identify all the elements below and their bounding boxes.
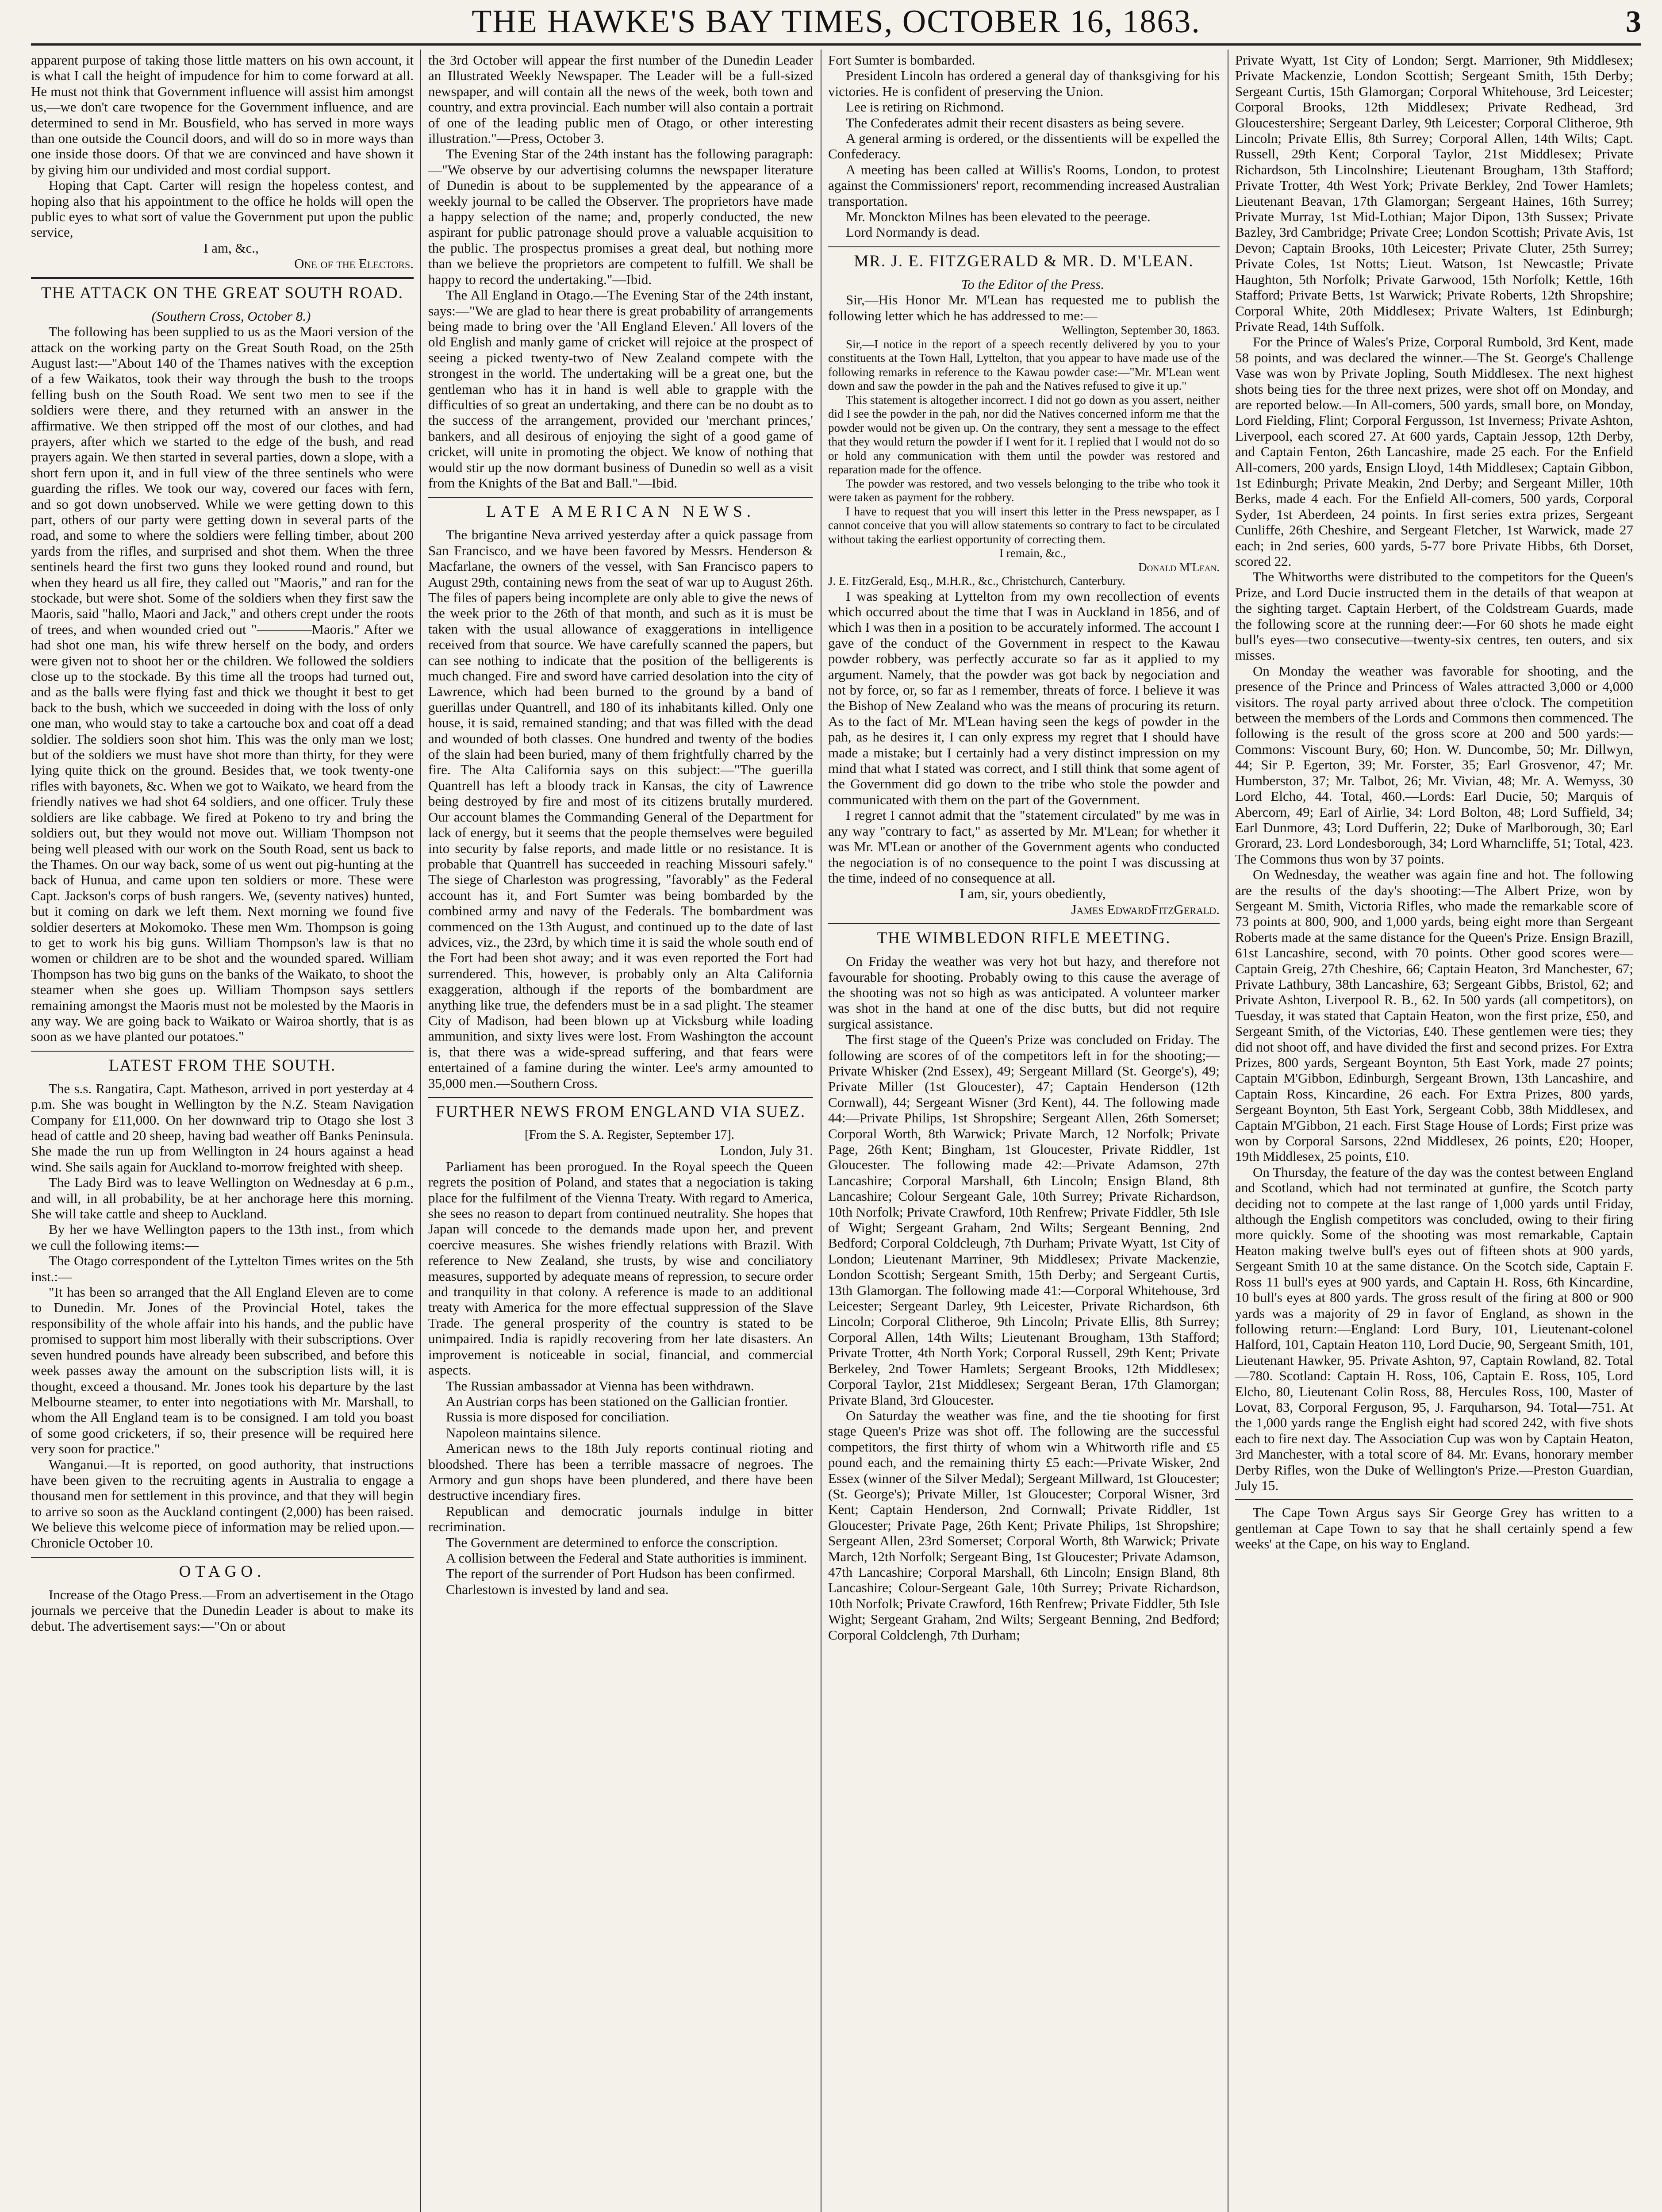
- column-4: [1235, 52, 1633, 2212]
- section-rule: [31, 1557, 414, 1558]
- article-paragraph: The first stage of the Queen's Prize was concluded on Friday. The following are scores of of the competitors left in for the shooting;—Private Whisker (2nd Essex), 49; Sergeant Millard (St. George's), 49; Private Miller (1st Gloucester), 47; Captain Henderson (12th Cornwall), 44; Sergeant Wisner (3rd Kent), 44. The following made 44:—Private Philips, 1st Shropshire; Sergeant Allen, 26th Somerset; Corporal Worth, 8th Warwick; Private March, 12 Norfolk; Private Page, 26th Kent; Bingham, 1st Gloucester, Private Riddler, 1st Gloucester. The following made 42:—Private Adamson, 27th Lancashire; Corporal Marshall, 6th Lincoln; Ensign Bland, 8th Lancashire; Colour Sergeant Gale, 10th Surrey; Private Richardson, 10th Norfolk; Private Crawford, 10th Renfrew; Private Fiddler, 5th Isle of Wight; Sergeant Graham, 2nd Wilts; Sergeant Benning, 2nd Bedford; Corporal Coldcleugh, 7th Durham; Private Wyatt, 1st City of London; Lieutenant Marriner, 9th Middlesex; Private Mackenzie, London Scottish; Sergeant Smith, 15th Derby; and Sergeant Curtis, 13th Glamorgan. The following made 41:—Corporal Whitehouse, 3rd Leicester; Sergeant Darley, 9th Leicester, Private Richardson, 6th Lincoln; Corporal Clitheroe, 9th Lincoln; Private Ellis, 8th Surrey; Corporal Allen, 14th Wilts; Lieutenant Brougham, 13th Stafford; Private Trotter, 4th North York; Corporal Russell, 29th Kent; Private Berkeley, 2nd Tower Hamlets; Sergeant Brooks, 12th Middlesex; Corporal Taylor, 21st Middlesex; Sergeant Beran, 17th Glamorgan; Private Bland, 3rd Gloucester.: [828, 1032, 1220, 1408]
- article-paragraph: A general arming is ordered, or the dissentients will be expelled the Confederacy.: [828, 131, 1220, 162]
- article-paragraph: I regret I cannot admit that the "statement circulated" by me was in any way "contrary to fact," as asserted by Mr. M'Lean; for whether it was Mr. M'Lean or another of the Government agents who conducted the negociation is of no consequence to the point I was discussing at the time, indeed of no consequence at all.: [828, 807, 1220, 886]
- article-paragraph: The s.s. Rangatira, Capt. Matheson, arrived in port yesterday at 4 p.m. She was bought in Wellington by the N.Z. Steam Navigation Company for £11,000. On her downward trip to Otago she lost 3 head of cattle and 20 sheep, having bad weather off Banks Peninsula. She made the run up from Wellington in 24 hours against a head wind. She sails again for Auckland to-morrow freighted with sheep.: [31, 1080, 414, 1175]
- headline-attack: THE ATTACK ON THE GREAT SOUTH ROAD.: [41, 284, 404, 302]
- letter-paragraph: This statement is altogether incorrect. I did not go down as you assert, neither did I see the powder in the pah, nor did the Natives concerned inform me that the powder would not be given up. On the contrary, they sent a message to the effect that they would return the powder if I went for it. I replied that I would not do so or hold any communication with them until the powder was restored and reparation made for the offence.: [828, 393, 1220, 476]
- article-paragraph: Private Wyatt, 1st City of London; Sergt. Marrioner, 9th Middlesex; Private Mackenzie, London Scottish; Sergeant Smith, 15th Derby; Sergeant Curtis, 15th Glamorgan; Corporal Whitehouse, 3rd Leicester; Corporal Brooks, 12th Middlesex; Private Redhead, 3rd Gloucestershire; Sergeant Darley, 9th Leicester; Corporal Clitheroe, 9th Lincoln; Private Ellis, 8th Surrey; Corporal Allen, 14th Wilts; Capt. Russell, 29th Kent; Corporal Taylor, 21st Middlesex; Private Richardson, 5th Lincolnshire; Lieutenant Brougham, 13th Stafford; Private Trotter, 4th West York; Private Berkley, 2nd Tower Hamlets; Lieutenant Beavan, 17th Glamorgan; Sergeant Haines, 16th Surrey; Private Murray, 1st Mid-Lothian; Major Dipon, 13th Sussex; Private Bazley, 3rd Cambridge; Private Cree; London Scottish; Private Avis, 1st Devon; Captain Brooks, 10th Leicester; Private Cluter, 25th Surrey; Private Coles, 1st Notts; Lieut. Watson, 1st Newcastle; Private Haughton, 5th Norfolk; Private Garwood, 15th Norfolk; Kettle, 16th Stafford; Private Betts, 1st Warwick; Private Roberts, 12th Shropshire; Corporal White, 20th Middlesex; Private Walters, 1st Edinburgh; Private Read, 14th Suffolk.: [1235, 52, 1633, 334]
- article-paragraph: Lee is retiring on Richmond.: [846, 99, 1004, 115]
- article-paragraph: I was speaking at Lyttelton from my own recollection of events which occurred about the time that I was in Auckland in 1856, and of which I was then in a position to be accurately informed. The account I gave of the conduct of the Government in respect to the Kawau powder robbery, was perfectly accurate so far as it applied to my argument. Namely, that the powder was got back by negociation and not by force, or, so far as I remember, threats of force. I believe it was the Bishop of New Zealand who was the means of procuring its return. As to the fact of Mr. M'Lean having seen the kegs of powder in the pah, as he desires it, I can only express my regret that I should have made a mistake; but I certainly had a very distinct impression on my mind that what I stated was correct, and I still think that some agent of the Government did go down to the tribe who stole the powder and communicated with them on the part of the Government.: [828, 588, 1220, 807]
- letter-paragraph: I have to request that you will insert this letter in the Press newspaper, as I cannot conceive that you will allow statements so contrary to fact to be circulated without taking the earliest opportunity of correcting them.: [828, 504, 1220, 546]
- masthead: [31, 4, 1641, 39]
- letter-paragraph: The powder was restored, and two vessels belonging to the tribe who took it were taken as payment for the robbery.: [828, 476, 1220, 504]
- article-paragraph: The Confederates admit their recent disasters as being severe.: [846, 115, 1185, 131]
- article-paragraph: The Government are determined to enforce the conscription.: [446, 1534, 778, 1550]
- article-paragraph: the 3rd October will appear the first number of the Dunedin Leader an Illustrated Weekly Newspaper. The Leader will be a full-sized newspaper, and will contain all the news of the week, both town and country, and extra provincial. Each number will also contain a portrait of one of the leading public men of Otago, or other interesting illustration."—Press, October 3.: [428, 52, 813, 146]
- letter-closing: I am, &c.,: [203, 240, 259, 256]
- article-paragraph: American news to the 18th July reports continual rioting and bloodshed. There has been a terrible massacre of negroes. The Armory and gun shops have been plundered, and there have been destructive incendiary fires.: [428, 1440, 813, 1503]
- column-2: [428, 52, 813, 2212]
- article-paragraph: The All England in Otago.—The Evening Star of the 24th instant, says:—"We are glad to hear there is great probability of arrangements being made to bring over the 'All England Eleven.' All lovers of the old English and manly game of cricket will rejoice at the prospect of seeing a picked twenty-two of New Zealand compete with the strongest in the world. The undertaking will be a great one, but the gentleman who has it in hand is well able to grapple with the difficulties of so great an undertaking, and there can be no doubt as to the success of the arrangement, provided our 'merchant princes,' bankers, and all desirous of enjoying the sight of a good game of cricket, will unite in promoting the object. We know of nothing that would stir up the now dormant business of Dunedin so well as a visit from the Knights of the Bat and Ball."—Ibid.: [428, 287, 813, 491]
- letter-paragraph: Sir,—I notice in the report of a speech recently delivered by you to your constituents at the Town Hall, Lyttelton, that you appear to have made use of the following remarks in reference to the Kawau powder case:—"Mr. M'Lean went down and saw the powder in the pah and the Natives refused to give it up.": [828, 337, 1220, 393]
- article-paragraph: Russia is more disposed for conciliation.: [446, 1409, 669, 1425]
- article-paragraph: The Otago correspondent of the Lyttelton Times writes on the 5th inst.:—: [31, 1253, 414, 1284]
- section-rule: [31, 1051, 414, 1052]
- article-paragraph: For the Prince of Wales's Prize, Corporal Rumbold, 3rd Kent, made 58 points, and was declared the winner.—The St. George's Challenge Vase was won by Private Jopling, South Middlesex. The next highest shots being ties for the three next prizes, were shot off on Monday, and are reported below.—In All-comers, 500 yards, small bore, on Monday, Lord Fielding, Flint; Corporal Fergusson, 1st Inverness; Private Ashton, Liverpool, each scored 27. At 600 yards, Captain Jessop, 12th Derby, and Captain Fenton, 26th Lancashire, made 25 each. For the Enfield All-comers, 200 yards, Ensign Lloyd, 14th Middlesex; Captain Gibbon, 1st Edinburgh; Private Meakin, 2nd Derby; and Sergeant Miller, 10th Berks, made 4 each. For the Enfield All-comers, 500 yards, Corporal Syder, 1st Aberdeen, 24 points. In first series extra prizes, Sergeant Cunliffe, 26th Cheshire, and Sergeant Fletcher, 1st Warwick, made 27 each; in 2nd series, 600 yards, 5-77 bore Private Hibbs, 6th Dorset, scored 22.: [1235, 334, 1633, 569]
- article-paragraph: The Russian ambassador at Vienna has been withdrawn.: [446, 1378, 754, 1394]
- article-paragraph: Parliament has been prorogued. In the Royal speech the Queen regrets the position of Poland, and states that a negociation is taking place for the fulfilment of the Vienna Treaty. With regard to America, she sees no reason to depart from continued neutrality. She hopes that Japan will concede to the demands made upon her, and prevent coercive measures. She wishes friendly relations with Brazil. With reference to New Zealand, she trusts, by wise and conciliatory measures, supported by adequate means of repression, to secure order and tranquility in that colony. A reference is made to an additional treaty with America for the more effectual suppression of the Slave Trade. The general prosperity of the country is stated to be unimpaired. India is rapidly recovering from her late disasters. An improvement is noticeable in social, financial, and commercial aspects.: [428, 1158, 813, 1378]
- article-paragraph: Charlestown is invested by land and sea.: [446, 1581, 669, 1597]
- section-rule: [1235, 1499, 1633, 1500]
- article-paragraph: A meeting has been called at Willis's Rooms, London, to protest against the Commissioners' report, recommending increased Australian transportation.: [828, 161, 1220, 209]
- section-rule: [428, 497, 813, 498]
- headline-late-american: LATE AMERICAN NEWS.: [486, 503, 756, 521]
- article-paragraph: Fort Sumter is bombarded.: [828, 52, 975, 68]
- headline-otago: OTAGO.: [179, 1562, 266, 1581]
- newspaper-title: THE HAWKE'S BAY TIMES, OCTOBER 16, 1863.: [472, 3, 1201, 40]
- article-paragraph: The Whitworths were distributed to the competitors for the Queen's Prize, and Lord Ducie instructed them in the details of that weapon at the sighting target. Captain Herbert, of the Coldstream Guards, made the following score at the running deer:—For 60 shots he made eight bull's eyes—two consecutive—twenty-six centres, ten outers, and six misses.: [1235, 569, 1633, 663]
- letter-date: Wellington, September 30, 1863.: [1062, 323, 1220, 337]
- article-paragraph: A collision between the Federal and State authorities is imminent.: [446, 1550, 807, 1566]
- section-rule: [31, 277, 414, 279]
- headline-wimbledon: THE WIMBLEDON RIFLE MEETING.: [877, 929, 1171, 948]
- column-divider: [420, 50, 421, 2212]
- article-paragraph: Sir,—His Honor Mr. M'Lean has requested me to publish the following letter which he has addressed to me:—: [828, 292, 1220, 323]
- article-paragraph: On Thursday, the feature of the day was the contest between England and Scotland, which had not terminated at gunfire, the Scotch party deciding not to compete at the last range of 1,000 yards until Friday, although the English competitors was concluded, owing to their firing more quickly. Some of the shooting was most remarkable, Captain Heaton making twelve bull's eyes out of fifteen shots at 900 yards, Sergeant Smith 10 at the same distance. On the Scotch side, Captain F. Ross 11 bull's eyes at 900 yards, and Captain H. Ross, 6th Kincardine, 10 bull's eyes at 800 yards. The gross result of the firing at 800 or 900 yards was a majority of 29 in favor of England, as shown in the following return:—England: Lord Bury, 101, Lieutenant-colonel Halford, 101, Captain Heaton 110, Lord Ducie, 90, Sergeant Smith, 101, Lieutenant Hawker, 95. Private Ashton, 97, Captain Rowland, 82. Total —780. Scotland: Captain H. Ross, 106, Captain E. Ross, 105, Lord Elcho, 80, Lieutenant Colin Ross, 88, Hercules Ross, 100, Master of Lovat, 83, Corporal Ferguson, 95, J. Farquharson, 94. Total—751. At the 1,000 yards range the English eight had scored 242, with five shots each to fire next day. The Association Cup was won by Captain Heaton, 3rd Manchester, with a total score of 84. Mr. Evans, honorary member Derby Rifles, won the Duke of Wellington's Prize.—Preston Guardian, July 15.: [1235, 1164, 1633, 1493]
- article-paragraph: On Friday the weather was very hot but hazy, and therefore not favourable for shooting. Probably owing to this cause the average of the shooting was not so high as was anticipated. A volunteer marker was shot in the hand at one of the disc butts, but did not require surgical assistance.: [828, 953, 1220, 1032]
- headline-fitzgerald-mclean: MR. J. E. FITZGERALD & MR. D. M'LEAN.: [854, 252, 1194, 270]
- article-paragraph: On Saturday the weather was fine, and the tie shooting for first stage Queen's Prize was shot off. The following are the successful competitors, the first thirty of whom win a Whitworth rifle and £5 pound each, and the remaining thirty £5 each:—Private Wisker, 2nd Essex (winner of the Silver Medal); Sergeant Millward, 1st Gloucester; (St. George's); Private Miller, 1st Gloucester; Corporal Wisner, 3rd Kent; Captain Henderson, 2nd Cornwall; Private Riddler, 1st Gloucester; Private Page, 26th Kent; Private Philips, 1st Shropshire; Sergeant Allen, 23rd Somerset; Corporal Worth, 8th Warwick; Private March, 12th Norfolk; Sergeant Bing, 1st Gloucester; Private Adamson, 47th Lancashire; Corporal Marshall, 6th Lincoln; Ensign Bland, 8th Lancashire; Colour-Sergeant Gale, 10th Surrey; Private Richardson, 10th Norfolk; Private Crawford, 16th Renfrew; Private Fiddler, 5th Isle Wight; Sergeant Graham, 2nd Wilts; Sergeant Benning, 2nd Bedford; Corporal Coldclengh, 7th Durham;: [828, 1407, 1220, 1643]
- article-paragraph: Mr. Monckton Milnes has been elevated to the peerage.: [846, 209, 1151, 225]
- column-1: [31, 52, 414, 2212]
- article-paragraph: Lord Normandy is dead.: [846, 224, 980, 240]
- column-3: [828, 52, 1220, 2212]
- article-paragraph: The brigantine Neva arrived yesterday after a quick passage from San Francisco, and we have been favored by Messrs. Henderson & Macfarlane, the owners of the vessel, with San Francisco papers to August 29th, containing news from the seat of war up to August 26th. The files of papers being incomplete are only able to give the news of the week prior to the 26th of that month, and such as it is must be taken with the usual allowance of exaggerations in intelligence received from that source. We have carefully scanned the papers, but can see nothing to indicate that the position of the belligerents is much changed. Fire and sword have carried desolation into the city of Lawrence, which had been burned to the ground by a band of guerillas under Quantrell, and 180 of its inhabitants killed. Only one house, it is said, remained standing; and that was filled with the dead and wounded of both classes. One hundred and twenty of the bodies of the slain had been buried, many of them frightfully charred by the fire. The Alta California says on this subject:—"The guerilla Quantrell has left a bloody track in Kansas, the city of Lawrence being destroyed by fire and most of its citizens brutally murdered. Our account blames the Commanding General of the Department for lack of energy, but it seems that the people themselves were beguiled into security by false reports, and made little or no resistance. It is probable that Quantrell has succeeded in reaching Missouri safely." The siege of Charleston was progressing, "favorably" as the Federal account has it, and Fort Sumter was being bombarded by the combined army and navy of the Federals. The bombardment was commenced on the 13th August, and continued up to the date of last advices, viz., the 23rd, by which time it is said the whole south end of the Fort had been shot away; and it was even reported the Fort had surrendered. This, however, is probably only an Alta California exaggeration, although if the reports of the bombardment are anything like true, the defenders must be in a sad plight. The steamer City of Madison, had been blown up at Vicksburg while loading ammunition, and sixty lives were lost. From Washington the account is, that there was a wide-spread suffering, and that fears were entertained of a famine during the winter. Lee's army amounted to 35,000 men.—Southern Cross.: [428, 527, 813, 1091]
- article-paragraph: The Cape Town Argus says Sir George Grey has written to a gentleman at Cape Town to say that he shall certainly spend a few weeks' at the Cape, on his way to England.: [1235, 1505, 1633, 1552]
- headline-further-news: FURTHER NEWS FROM ENGLAND VIA SUEZ.: [436, 1103, 806, 1121]
- article-source: [From the S. A. Register, September 17].: [524, 1128, 735, 1142]
- article-paragraph: apparent purpose of taking those little matters on his own account, it is what I call the height of impudence for him to come forward at all. He must not think that Government influence will assist him amongst us,—we don't care twopence for the Government influence, and are determined to send in Mr. Bousfield, who has served in more ways than one outside the Council doors, and will do so in more ways than one inside those doors. Of that we are convinced and have shown it by giving him our undivided and most cordial support.: [31, 52, 414, 177]
- letter-signature: James EdwardFitzGerald.: [1071, 901, 1220, 917]
- letter-closing: I remain, &c.,: [999, 546, 1066, 560]
- article-paragraph: An Austrian corps has been stationed on the Gallician frontier.: [446, 1393, 788, 1409]
- article-source: (Southern Cross, October 8.): [151, 308, 311, 324]
- letter-closing: I am, sir, yours obediently,: [960, 886, 1106, 902]
- article-paragraph: "It has been so arranged that the All England Eleven are to come to Dunedin. Mr. Jones of the Provincial Hotel, takes the responsibility of the whole affair into his hands, and the public have promised to support him most liberally with their subscriptions. Over seven hundred pounds have already been subscribed, and before this week passes away the amount on the subscription lists will, it is thought, exceed a thousand. Mr. Jones took his departure by the last Melbourne steamer, to enter into negotiations with Mr. Marshall, to whom the All England team is to be consigned. I am told you boast of some good cricketers, if so, their presence will be required here very soon for practice.": [31, 1284, 414, 1457]
- article-paragraph: President Lincoln has ordered a general day of thanksgiving for his victories. He is confident of preserving the Union.: [828, 68, 1220, 99]
- article-paragraph: Republican and democratic journals indulge in bitter recrimination.: [428, 1503, 813, 1535]
- section-rule: [828, 923, 1220, 924]
- article-paragraph: The following has been supplied to us as the Maori version of the attack on the working party on the Great South Road, on the 25th August last:—"About 140 of the Thames natives with the exception of a few Waikatos, took their way through the bush to the troops felling bush on the South Road. We sent two men to see if the soldiers were there, and they returned with an answer in the affirmative. We then stripped off the most of our clothes, and had prayers, after which we started to the edge of the bush, and read prayers again. We then started in several parties, down a slope, with a short fern upon it, and in full view of the three sentinels who were guarding the rifles. We took our way, covered our faces with fern, and so got down unobserved. While we were getting down to this part, others of our party were getting down in several parts of the road, and some to where the soldiers were felling timber, about 200 yards from the rifles, and surprised and shot them. When the three sentinels heard the first two guns they looked round and round, but when they heard us all fire, they called out "Maoris," and ran for the stockade, but were shot. Some of the soldiers when they first saw the Maoris, said "hallo, Maori and Jack," and others crept under the roots of trees, and when wounded cried out "————Maoris." After we had shot one man, his wife threw herself on the body, and orders were given not to shoot her or the children. We followed the soldiers close up to the stockade. By this time all the troops had turned out, and as the balls were flying fast and thick we thought it best to get back to the bush, which we succeeded in doing with the loss of only one man, who would stay to take a cartouche box and coat off a dead soldier. The soldiers soon shot him. This was the only man we lost; but of the soldiers we must have shot more than thirty, for they were lying quite thick on the ground. Besides that, we took twenty-one rifles with bayonets, &c. When we got to Waikato, we heard from the friendly natives we had shot 64 soldiers, and one officer. Truly these soldiers are like cabbage. We fired at Pokeno to try and bring the soldiers out, but they would not move out. William Thompson not being well pleased with our work on the South Road, sent us back to the Thames. On our way back, some of us went out pig-hunting at the back of Hunua, and came upon ten soldiers or more. These were Capt. Jackson's corps of bush rangers. We, (seventy natives) hunted, but it coming on dark we left them. Next morning we found five soldier deserters at Mokomoko. These men Wm. Thompson is going to get to work his big guns. William Thompson's law is that no women or children are to be shot and the wounded spared. William Thompson has two big guns on the banks of the Waikato, to shoot the steamer when she goes up. William Thompson says settlers remaining amongst the Maoris must not be molested by the Maoris in any way. We are going back to Waikato or Wairoa shortly, that is as soon as we have planted our potatoes.": [31, 324, 414, 1045]
- page-number: 3: [1626, 5, 1641, 39]
- headline-south: LATEST FROM THE SOUTH.: [108, 1056, 336, 1075]
- article-paragraph: Napoleon maintains silence.: [446, 1425, 601, 1440]
- letter-to-editor: To the Editor of the Press.: [961, 276, 1105, 292]
- article-paragraph: The report of the surrender of Port Hudson has been confirmed.: [446, 1566, 795, 1582]
- article-paragraph: Wanganui.—It is reported, on good authority, that instructions have been given to the recruiting agents in Australia to engage a thousand men for settlement in this province, and that they will begin to arrive so soon as the Auckland contingent (2,000) has been raised. We believe this welcome piece of information may be relied upon.—Chronicle October 10.: [31, 1456, 414, 1551]
- article-paragraph: The Lady Bird was to leave Wellington on Wednesday at 6 p.m., and will, in all probability, be at her anchorage here this morning. She will take cattle and sheep to Auckland.: [31, 1175, 414, 1222]
- article-paragraph: Hoping that Capt. Carter will resign the hopeless contest, and hoping also that his appointment to the office he holds will open the public eyes to what sort of value the Government put upon the public service,: [31, 177, 414, 240]
- article-paragraph: On Wednesday, the weather was again fine and hot. The following are the results of the day's shooting:—The Albert Prize, won by Sergeant M. Smith, Victoria Rifles, who made the remarkable score of 73 points at 800, 900, and 1,000 yards, being eight more than Sergeant Roberts made at the same distance for the Queen's Prize. Ensign Brazill, 61st Lancashire, second, with 70 points. Other good scores were—Captain Greig, 27th Cheshire, 66; Captain Heaton, 3rd Manchester, 67; Private Lathbury, 38th Lancashire, 63; Sergeant Gibbs, Bristol, 62; and Private Ashton, Liverpool R. B., 62. In 500 yards (all competitors), on Tuesday, it was stated that Captain Heaton, won the first prize, £50, and Sergeant Smith, of the Victorias, £40. These gentlemen were ties; they did not shoot off, and have divided the first and second prizes. For Extra Prizes, 800 yards, Sergeant Boynton, 5th East York, made 27 points; Captain M'Gibbon, Edinburgh, Sergeant Brown, 13th Lancashire, and Captain Ross, Kincardine, 26 each. For Extra Prizes, 800 yards, Sergeant Boynton, 5th East York, Sergeant Cobb, 38th Middlesex, and Captain M'Gibbon, 21 each. First Stage House of Lords; First prize was won by Corporal Sarsons, 22nd Middlesex, 26 points, £20; Hooper, 19th Middlesex, 25 points, £10.: [1235, 867, 1633, 1164]
- article-paragraph: The Evening Star of the 24th instant has the following paragraph:—"We observe by our advertising columns the newspaper literature of Dunedin is about to be supplemented by the appearance of a weekly journal to be called the Observer. The proprietors have made a happy selection of the name; and, properly conducted, the new aspirant for public patronage should prove a valuable acquisition to the public. The prospectus promises a great deal, but nothing more than we believe the proprietors are competent to fulfill. We shall be happy to record the undertaking."—Ibid.: [428, 146, 813, 287]
- article-paragraph: Increase of the Otago Press.—From an advertisement in the Otago journals we perceive that the Dunedin Leader is about to make its debut. The advertisement says:—"On or about: [31, 1586, 414, 1634]
- letter-addressee: J. E. FitzGerald, Esq., M.H.R., &c., Christchurch, Canterbury.: [828, 574, 1125, 588]
- article-dateline: London, July 31.: [720, 1143, 813, 1159]
- letter-signature: One of the Electors.: [294, 256, 414, 272]
- article-paragraph: On Monday the weather was favorable for shooting, and the presence of the Prince and Princess of Wales attracted 3,000 or 4,000 visitors. The royal party arrived about three o'clock. The competition between the members of the Lords and Commons then commenced. The following is the result of the gross score at 200 and 500 yards:—Commons: Viscount Bury, 60; Hon. W. Duncombe, 50; Mr. Dillwyn, 44; Sir P. Egerton, 39; Mr. Forster, 35; Earl Grosvenor, 47; Mr. Humberston, 37; Mr. Talbot, 26; Mr. Vivian, 48; Mr. A. Wemyss, 30 Lord Elcho, 44. Total, 460.—Lords: Earl Ducie, 50; Marquis of Abercorn, 49; Earl of Airlie, 34: Lord Bolton, 48; Lord Suffield, 34; Earl Dunmore, 43; Lord Dufferin, 22; Duke of Marlborough, 30; Earl Grorard, 23. Lord Londesborough, 34; Lord Wharncliffe, 51; Total, 423. The Commons thus won by 37 points.: [1235, 663, 1633, 867]
- section-rule: [828, 246, 1220, 247]
- article-paragraph: By her we have Wellington papers to the 13th inst., from which we cull the following items:—: [31, 1221, 414, 1253]
- letter-signature: Donald M'Lean.: [1138, 560, 1220, 574]
- masthead-rule: [31, 43, 1641, 46]
- section-rule: [428, 1097, 813, 1098]
